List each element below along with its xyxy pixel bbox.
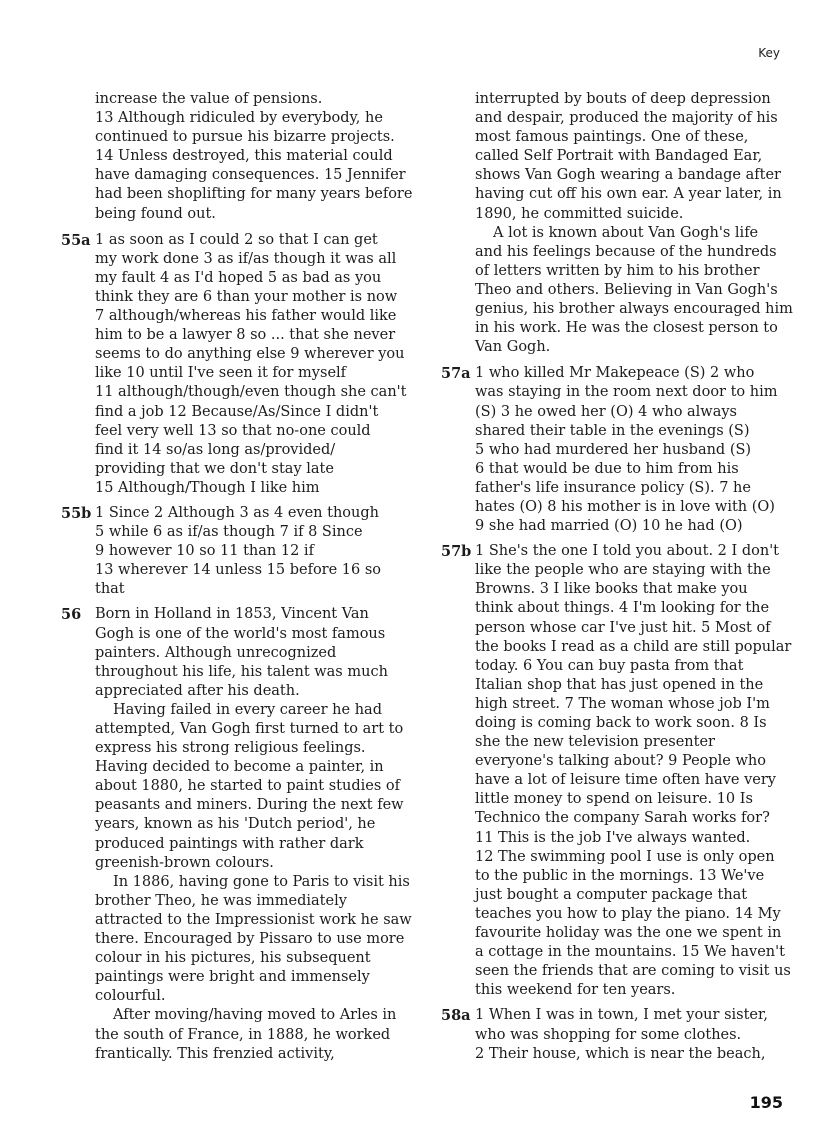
text-line: this weekend for ten years. [475, 982, 676, 999]
text-line: Browns. 3 I like books that make you [475, 581, 748, 598]
text-line: attracted to the Impressionist work he saw [95, 911, 412, 928]
text-line: the south of France, in 1888, he worked [95, 1026, 391, 1043]
text-line: providing that we don't stay late [95, 460, 334, 477]
text-line: my work done 3 as if/as though it was all [95, 250, 397, 267]
text-line: paintings were bright and immensely [95, 969, 370, 986]
page-number: 195 [749, 1093, 783, 1112]
text-line: 12 The swimming pool I use is only open [475, 848, 775, 865]
text-line: favourite holiday was the one we spent in [475, 925, 782, 942]
text-line: to the public in the mornings. 13 We've [475, 867, 765, 884]
answer-entry-55b [50, 504, 418, 599]
text-line: 9 however 10 so 11 than 12 if [95, 543, 314, 560]
text-line: Gogh is one of the world's most famous [95, 625, 386, 642]
left-column [50, 90, 418, 1070]
text-line: 7 although/whereas his father would like [95, 308, 397, 325]
section-header: Key [758, 46, 780, 60]
text-line: 1 who killed Mr Makepeace (S) 2 who [475, 365, 755, 382]
text-line: peasants and miners. During the next few [95, 797, 404, 814]
text-line: years, known as his 'Dutch period', he [95, 816, 376, 833]
text-line: appreciated after his death. [95, 682, 300, 699]
text-line: that [95, 581, 125, 598]
text-line: think they are 6 than your mother is now [95, 288, 398, 305]
text-line: being found out. [95, 205, 216, 222]
entry-label: 56 [61, 606, 82, 624]
text-line: teaches you how to play the piano. 14 My [475, 905, 781, 922]
text-line: frantically. This frenzied activity, [95, 1045, 335, 1062]
text-line: she the new television presenter [475, 734, 715, 751]
text-line: 5 while 6 as if/as though 7 if 8 Since [95, 524, 363, 541]
answer-entry-56 [50, 605, 418, 1063]
text-line: was staying in the room next door to him [475, 384, 778, 401]
text-line: Van Gogh. [475, 339, 551, 356]
text-line: about 1880, he started to paint studies of [95, 778, 400, 795]
text-line: painters. Although unrecognized [95, 644, 337, 661]
text-line: of letters written by him to his brother [475, 262, 760, 279]
answer-entry-58a [430, 1006, 790, 1063]
text-line: increase the value of pensions. [95, 91, 323, 107]
text-line: everyone's talking about? 9 People who [475, 753, 766, 770]
text-line: seems to do anything else 9 wherever you [95, 346, 405, 363]
text-line: think about things. 4 I'm looking for the [475, 600, 770, 617]
text-line: hates (O) 8 his mother is in love with (O) [475, 498, 775, 515]
text-line: person whose car I've just hit. 5 Most of [475, 619, 771, 636]
text-line: colourful. [95, 988, 166, 1005]
entry-label: 55b [61, 504, 92, 522]
text-line: 1 She's the one I told you about. 2 I don't [475, 543, 780, 560]
text-line: and his feelings because of the hundreds [475, 243, 777, 260]
text-line: 1890, he committed suicide. [475, 205, 684, 222]
text-line: Born in Holland in 1853, Vincent Van [95, 606, 369, 623]
text-line: 1 Since 2 Although 3 as 4 even though [95, 504, 379, 521]
text-line: my fault 4 as I'd hoped 5 as bad as you [95, 269, 382, 286]
text-line: 15 Although/Though I like him [95, 479, 320, 496]
entry-label: 57a [441, 365, 471, 383]
text-line: greenish-brown colours. [95, 854, 274, 871]
text-line: there. Encouraged by Pissaro to use more [95, 931, 405, 948]
text-line: him to be a lawyer 8 so ... that she never [95, 327, 396, 344]
answer-entry-55a [50, 231, 418, 498]
text-line: 13 wherever 14 unless 15 before 16 so [95, 562, 382, 579]
text-line: the books I read as a child are still popular [475, 638, 792, 655]
entry-label: 58a [441, 1007, 471, 1025]
text-line: 11 although/though/even though she can't [95, 384, 407, 401]
text-line: brother Theo, he was immediately [95, 892, 347, 909]
text-line: just bought a computer package that [475, 886, 748, 903]
text-line: little money to spend on leisure. 10 Is [475, 791, 753, 808]
text-line: 9 she had married (O) 10 he had (O) [475, 518, 743, 535]
text-line: shared their table in the evenings (S) [475, 422, 750, 439]
text-line: Having failed in every career he had [113, 701, 382, 718]
entry-label: 55a [61, 231, 91, 249]
text-line: high street. 7 The woman whose job I'm [475, 695, 770, 712]
text-line: today. 6 You can buy pasta from that [475, 657, 744, 674]
text-line: seen the friends that are coming to visit us [475, 963, 791, 980]
text-line: a cottage in the mountains. 15 We haven't [475, 944, 785, 961]
right-column [430, 90, 793, 1070]
text-line: and despair, produced the majority of his [475, 110, 778, 127]
text-line: 2 Their house, which is near the beach, [475, 1045, 766, 1062]
text-line: 6 that would be due to him from his [475, 460, 739, 477]
text-line: find a job 12 Because/As/Since I didn't [95, 403, 379, 420]
text-line: attempted, Van Gogh first turned to art to [95, 721, 404, 737]
text-line: produced paintings with rather dark [95, 835, 364, 852]
text-line: interrupted by bouts of deep depression [475, 91, 771, 107]
text-line: genius, his brother always encouraged him [475, 301, 793, 318]
text-line: Theo and others. Believing in Van Gogh's [475, 281, 778, 298]
text-line: doing is coming back to work soon. 8 Is [475, 715, 767, 731]
text-line: like 10 until I've seen it for myself [95, 365, 347, 382]
continued-entry [430, 90, 793, 357]
text-line: 1 as soon as I could 2 so that I can get [95, 231, 378, 248]
text-line: throughout his life, his talent was much [95, 663, 388, 680]
answer-entry-57b [430, 542, 790, 1000]
text-line: who was shopping for some clothes. [475, 1026, 742, 1043]
text-line: called Self Portrait with Bandaged Ear, [475, 148, 763, 165]
text-line: After moving/having moved to Arles in [113, 1007, 397, 1024]
text-line: 11 This is the job I've always wanted. [475, 829, 751, 846]
text-line: like the people who are staying with the [475, 562, 771, 579]
text-line: continued to pursue his bizarre projects. [95, 129, 395, 146]
answer-entry-57a [430, 364, 790, 536]
text-line: 5 who had murdered her husband (S) [475, 441, 752, 458]
text-line: in his work. He was the closest person to [475, 320, 778, 337]
text-line: find it 14 so/as long as/provided/ [95, 441, 336, 458]
text-line: (S) 3 he owed her (O) 4 who always [475, 403, 737, 420]
text-line: father's life insurance policy (S). 7 he [475, 479, 751, 496]
text-line: had been shoplifting for many years before [95, 186, 413, 203]
entry-label: 57b [441, 543, 472, 561]
text-line: have a lot of leisure time often have very [475, 772, 777, 789]
text-line: A lot is known about Van Gogh's life [493, 224, 759, 241]
text-line: colour in his pictures, his subsequent [95, 950, 371, 967]
continued-entry [50, 90, 418, 224]
text-line: express his strong religious feelings. [95, 740, 366, 757]
text-line: having cut off his own ear. A year later, in [475, 186, 782, 203]
text-line: Italian shop that has just opened in the [475, 676, 764, 693]
text-line: 13 Although ridiculed by everybody, he [95, 110, 383, 127]
text-line: feel very well 13 so that no-one could [95, 422, 371, 439]
text-line: Technico the company Sarah works for? [475, 810, 770, 827]
text-line: most famous paintings. One of these, [475, 129, 749, 146]
text-line: Having decided to become a painter, in [95, 759, 384, 776]
text-line: shows Van Gogh wearing a bandage after [475, 167, 781, 184]
text-line: In 1886, having gone to Paris to visit his [113, 873, 410, 890]
text-line: 1 When I was in town, I met your sister, [475, 1007, 768, 1024]
text-line: 14 Unless destroyed, this material could [95, 148, 393, 165]
text-line: have damaging consequences. 15 Jennifer [95, 167, 406, 184]
